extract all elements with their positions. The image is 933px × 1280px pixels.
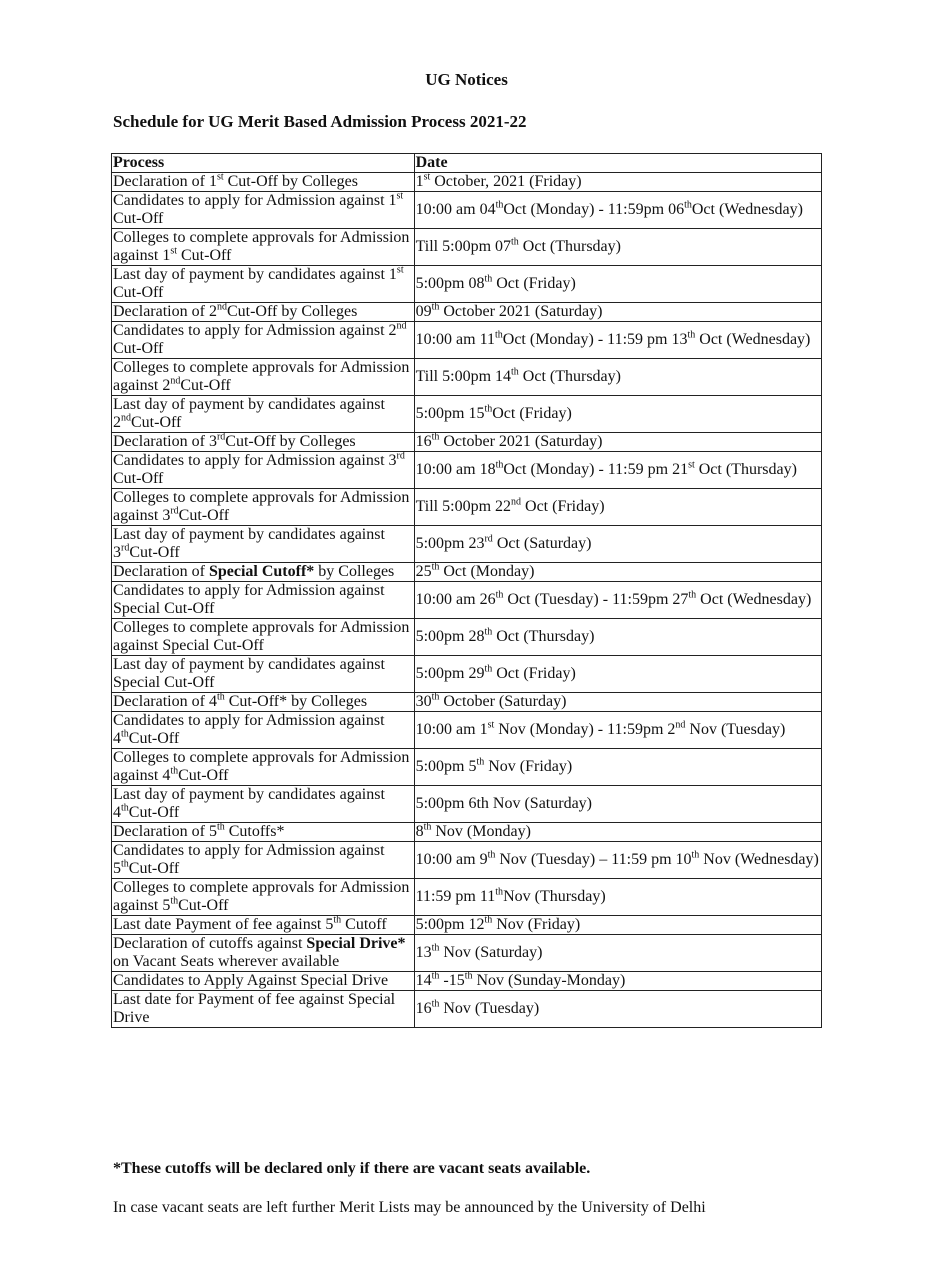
ordinal-suffix: rd [170, 505, 179, 517]
ordinal-suffix: th [487, 849, 496, 861]
cell-text: 5:00pm 12 [415, 916, 485, 933]
cell-text: Last date Payment of fee against 5 [113, 916, 334, 933]
cell-text: 8 [415, 823, 424, 840]
cell-text: Candidates to apply for Admission against 5 [113, 842, 385, 877]
ordinal-suffix: th [431, 998, 440, 1010]
ordinal-suffix: nd [511, 496, 522, 508]
table-row [112, 656, 822, 693]
cell-text: Oct (Friday) [492, 275, 576, 292]
cell-text: Nov (Wednesday) [699, 851, 819, 868]
date-cell [414, 582, 821, 619]
ordinal-suffix: th [688, 589, 697, 601]
date-cell [414, 322, 821, 359]
process-cell [112, 842, 415, 879]
bold-text: Special Cutoff* [208, 563, 315, 580]
cell-text: Cut-Off [177, 247, 232, 264]
cell-text: 5:00pm 28 [415, 628, 485, 645]
cell-text: Last day of payment by candidates against 2 [113, 396, 385, 431]
table-row [112, 396, 822, 433]
ordinal-suffix: th [216, 821, 225, 833]
cell-text: Nov (Tuesday) [439, 1000, 540, 1017]
table-row [112, 823, 822, 842]
cell-text: October 2021 (Saturday) [439, 303, 603, 320]
table-row [112, 786, 822, 823]
process-cell [112, 972, 415, 991]
cell-text: Oct (Wednesday) [691, 201, 803, 218]
cell-text: by Colleges [314, 563, 395, 580]
table-row [112, 749, 822, 786]
ordinal-suffix: th [684, 199, 692, 211]
process-cell [112, 619, 415, 656]
process-cell [112, 823, 415, 842]
ordinal-suffix: st [396, 190, 404, 202]
process-cell [112, 359, 415, 396]
cell-text: 10:00 am 04 [415, 201, 496, 218]
ordinal-suffix: rd [396, 450, 405, 462]
cell-text: Oct (Monday) - 11:59 pm 13 [502, 331, 688, 348]
table-row [112, 526, 822, 563]
process-cell [112, 786, 415, 823]
ordinal-suffix: th [431, 301, 440, 313]
process-cell [112, 693, 415, 712]
cell-text: 11:59 pm 11 [415, 888, 496, 905]
ordinal-suffix: th [170, 765, 179, 777]
ordinal-suffix: th [121, 802, 129, 814]
date-cell [414, 433, 821, 452]
cell-text: Cut-Off [113, 470, 164, 487]
ordinal-suffix: rd [484, 533, 493, 545]
cell-text: Nov (Monday) - 11:59pm 2 [494, 721, 676, 738]
cell-text: Oct (Thursday) [518, 238, 621, 255]
footnote: *These cutoffs will be declared only if there are vacant seats available. [113, 1160, 591, 1177]
date-cell [414, 916, 821, 935]
table-row [112, 991, 822, 1028]
ordinal-suffix: th [431, 561, 440, 573]
table-row [112, 563, 822, 582]
process-cell [112, 433, 415, 452]
cell-text: Cut-Off [129, 544, 180, 561]
schedule-title: Schedule for UG Merit Based Admission Process 2021-22 [113, 112, 527, 131]
cell-text: Last day of payment by candidates against Special Cut-Off [113, 656, 385, 691]
cell-text: 10:00 am 26 [415, 591, 496, 608]
cell-text: October, 2021 (Friday) [430, 173, 582, 190]
cell-text: Candidates to apply for Admission against 3 [113, 452, 397, 469]
cell-text: Declaration of cutoffs against [113, 935, 307, 952]
cell-text: Oct (Friday) [521, 498, 605, 515]
cell-text: Oct (Wednesday) [695, 331, 811, 348]
cell-text: Oct (Monday) - 11:59 pm 21 [503, 461, 689, 478]
cell-text: on Vacant Seats wherever available [113, 953, 340, 970]
ordinal-suffix: th [121, 858, 129, 870]
date-cell [414, 656, 821, 693]
cell-text: Oct (Tuesday) - 11:59pm 27 [503, 591, 689, 608]
ordinal-suffix: st [396, 264, 404, 276]
table-row [112, 582, 822, 619]
ordinal-suffix: st [688, 459, 695, 471]
cell-text: 5:00pm 5 [415, 758, 477, 775]
cell-text: Nov (Friday) [484, 758, 573, 775]
process-cell [112, 526, 415, 563]
process-cell [112, 879, 415, 916]
ordinal-suffix: rd [216, 431, 226, 443]
table-row [112, 303, 822, 322]
table-row [112, 489, 822, 526]
table-row [112, 935, 822, 972]
ordinal-suffix: th [464, 970, 473, 982]
table-row [112, 879, 822, 916]
table-row [112, 173, 822, 192]
cell-text: Cut-Off [178, 767, 229, 784]
date-cell [414, 935, 821, 972]
ordinal-suffix: th [431, 970, 440, 982]
ordinal-suffix: th [484, 663, 493, 675]
date-cell [414, 823, 821, 842]
cell-text: Cut-Off [113, 210, 164, 227]
cell-text: Candidates to apply for Admission against Special Cut-Off [113, 582, 385, 617]
cell-text: Cut-Off by Colleges [226, 303, 358, 320]
cell-text: Cut-Off [178, 507, 230, 524]
cell-text: Till 5:00pm 22 [415, 498, 512, 515]
date-cell [414, 972, 821, 991]
process-cell [112, 582, 415, 619]
date-cell [414, 489, 821, 526]
header-process: Process [112, 154, 415, 173]
cell-text: Cut-Off [131, 414, 182, 431]
cell-text: Cut-Off [180, 377, 231, 394]
process-cell [112, 489, 415, 526]
cell-text: October (Saturday) [439, 693, 567, 710]
date-cell [414, 266, 821, 303]
cell-text: Declaration of 1 [113, 173, 217, 190]
ordinal-suffix: th [494, 329, 503, 341]
process-cell [112, 656, 415, 693]
bold-text: Special Drive* [306, 935, 406, 952]
cell-text: 30 [415, 693, 432, 710]
schedule-table [111, 153, 822, 1028]
date-cell [414, 879, 821, 916]
process-cell [112, 192, 415, 229]
table-row [112, 266, 822, 303]
cell-text: Cut-Off [128, 730, 180, 747]
table-row [112, 452, 822, 489]
cell-text: Oct (Friday) [492, 405, 572, 422]
table-row [112, 322, 822, 359]
cell-text: Colleges to complete approvals for Admission against 3 [113, 489, 410, 524]
ordinal-suffix: th [687, 329, 696, 341]
date-cell [414, 712, 821, 749]
cell-text: Last day of payment by candidates against 3 [113, 526, 385, 561]
cell-text: Nov (Sunday-Monday) [472, 972, 626, 989]
cell-text: Colleges to complete approvals for Admission against 2 [113, 359, 410, 394]
cell-text: Oct (Saturday) [492, 535, 592, 552]
cell-text: Candidates to Apply Against Special Drive [113, 972, 389, 989]
cell-text: Till 5:00pm 07 [415, 238, 512, 255]
ordinal-suffix: th [511, 236, 519, 248]
cell-text: Declaration of 5 [113, 823, 217, 840]
cell-text: Declaration of 4 [113, 693, 217, 710]
cell-text: 5:00pm 29 [415, 665, 485, 682]
ordinal-suffix: th [423, 821, 432, 833]
cell-text: October 2021 (Saturday) [439, 433, 603, 450]
process-cell [112, 916, 415, 935]
ordinal-suffix: nd [121, 412, 131, 424]
cell-text: Colleges to complete approvals for Admission against 1 [113, 229, 410, 264]
process-cell [112, 266, 415, 303]
table-header-row [112, 154, 822, 173]
cell-text: Cutoffs* [224, 823, 285, 840]
ordinal-suffix: nd [216, 301, 227, 313]
process-cell [112, 303, 415, 322]
cell-text: Last day of payment by candidates against 4 [113, 786, 385, 821]
cell-text: Candidates to apply for Admission against 2 [113, 322, 397, 339]
process-cell [112, 229, 415, 266]
cell-text: Declaration of [113, 563, 209, 580]
cell-text: Colleges to complete approvals for Admission against 5 [113, 879, 410, 914]
process-cell [112, 712, 415, 749]
cell-text: Declaration of 2 [113, 303, 217, 320]
process-cell [112, 322, 415, 359]
cell-text: 16 [415, 433, 432, 450]
cell-text: Nov (Saturday) [439, 944, 543, 961]
cell-text: Declaration of 3 [113, 433, 217, 450]
ordinal-suffix: th [511, 366, 519, 378]
date-cell [414, 359, 821, 396]
cell-text: Oct (Wednesday) [696, 591, 812, 608]
date-cell [414, 786, 821, 823]
cell-text: Colleges to complete approvals for Admission against Special Cut-Off [113, 619, 410, 654]
closing-note: In case vacant seats are left further Merit Lists may be announced by the University of Delhi [113, 1199, 706, 1216]
cell-text: 5:00pm 08 [415, 275, 485, 292]
table-row [112, 712, 822, 749]
ordinal-suffix: th [691, 849, 700, 861]
ordinal-suffix: st [423, 171, 431, 183]
ordinal-suffix: th [216, 691, 225, 703]
process-cell [112, 173, 415, 192]
cell-text: Cut-Off [178, 897, 229, 914]
ordinal-suffix: nd [675, 719, 686, 731]
cell-text: 10:00 am 11 [415, 331, 495, 348]
cell-text: 13 [415, 944, 432, 961]
cell-text: Last day of payment by candidates against 1 [113, 266, 397, 283]
date-cell [414, 452, 821, 489]
ordinal-suffix: st [487, 719, 495, 731]
ordinal-suffix: nd [396, 320, 407, 332]
ordinal-suffix: st [170, 245, 177, 257]
date-cell [414, 749, 821, 786]
cell-text: 09 [415, 303, 432, 320]
cell-text: Nov (Thursday) [503, 888, 606, 905]
cell-text: Cut-Off* by Colleges [224, 693, 368, 710]
ordinal-suffix: nd [170, 375, 181, 387]
date-cell [414, 526, 821, 563]
ordinal-suffix: th [431, 431, 440, 443]
cell-text: 10:00 am 9 [415, 851, 488, 868]
date-cell [414, 842, 821, 879]
cell-text: Cut-Off [128, 860, 180, 877]
ordinal-suffix: th [484, 273, 493, 285]
cell-text: 10:00 am 18 [415, 461, 496, 478]
ordinal-suffix: th [431, 691, 440, 703]
cell-text: 1 [415, 173, 424, 190]
cell-text: Cut-Off by Colleges [225, 433, 356, 450]
table-row [112, 916, 822, 935]
process-cell [112, 452, 415, 489]
date-cell [414, 991, 821, 1028]
cell-text: 5:00pm 23 [415, 535, 485, 552]
cell-text: 16 [415, 1000, 432, 1017]
process-cell [112, 991, 415, 1028]
date-cell [414, 229, 821, 266]
cell-text: Oct (Friday) [492, 665, 576, 682]
cell-text: Candidates to apply for Admission against 1 [113, 192, 397, 209]
date-cell [414, 563, 821, 582]
cell-text: 5:00pm 6th Nov (Saturday) [415, 795, 592, 812]
cell-text: -15 [439, 972, 465, 989]
table-row [112, 229, 822, 266]
cell-text: Nov (Tuesday) [685, 721, 786, 738]
date-cell [414, 192, 821, 229]
ordinal-suffix: th [484, 403, 493, 415]
header-date: Date [414, 154, 821, 173]
cell-text: 10:00 am 1 [415, 721, 488, 738]
cell-text: Till 5:00pm 14 [415, 368, 512, 385]
process-cell [112, 749, 415, 786]
ordinal-suffix: th [170, 895, 179, 907]
ordinal-suffix: th [495, 589, 504, 601]
ordinal-suffix: th [495, 199, 504, 211]
cell-text: Nov (Monday) [431, 823, 531, 840]
ordinal-suffix: th [431, 942, 440, 954]
table-row [112, 972, 822, 991]
ordinal-suffix: th [333, 914, 342, 926]
process-cell [112, 396, 415, 433]
cell-text: Last date for Payment of fee against Special Drive [113, 991, 396, 1026]
date-cell [414, 303, 821, 322]
cell-text: 25 [415, 563, 432, 580]
table-row [112, 693, 822, 712]
cell-text: Cut-Off by Colleges [223, 173, 358, 190]
ordinal-suffix: th [495, 886, 504, 898]
date-cell [414, 396, 821, 433]
ordinal-suffix: th [484, 914, 493, 926]
cell-text: Candidates to apply for Admission against 4 [113, 712, 385, 747]
process-cell [112, 563, 415, 582]
cell-text: Cut-Off [113, 340, 164, 357]
ordinal-suffix: th [476, 756, 485, 768]
date-cell [414, 693, 821, 712]
cell-text: Oct (Thursday) [518, 368, 621, 385]
page-title: UG Notices [425, 70, 508, 89]
cell-text: Oct (Thursday) [492, 628, 595, 645]
cell-text: Nov (Friday) [492, 916, 581, 933]
cell-text: 5:00pm 15 [415, 405, 485, 422]
cell-text: Oct (Monday) [439, 563, 535, 580]
cell-text: Cutoff [341, 916, 387, 933]
cell-text: Cut-Off [128, 804, 180, 821]
ordinal-suffix: th [121, 728, 129, 740]
date-cell [414, 619, 821, 656]
cell-text: Nov (Tuesday) – 11:59 pm 10 [495, 851, 692, 868]
cell-text: Cut-Off [113, 284, 164, 301]
table-row [112, 433, 822, 452]
cell-text: Colleges to complete approvals for Admission against 4 [113, 749, 410, 784]
cell-text: Oct (Thursday) [694, 461, 797, 478]
date-cell [414, 173, 821, 192]
table-row [112, 359, 822, 396]
table-row [112, 619, 822, 656]
table-row [112, 842, 822, 879]
ordinal-suffix: th [495, 459, 504, 471]
ordinal-suffix: st [216, 171, 224, 183]
ordinal-suffix: th [484, 626, 493, 638]
process-cell [112, 935, 415, 972]
table-row [112, 192, 822, 229]
cell-text: 14 [415, 972, 432, 989]
ordinal-suffix: rd [121, 542, 130, 554]
cell-text: Oct (Monday) - 11:59pm 06 [503, 201, 685, 218]
